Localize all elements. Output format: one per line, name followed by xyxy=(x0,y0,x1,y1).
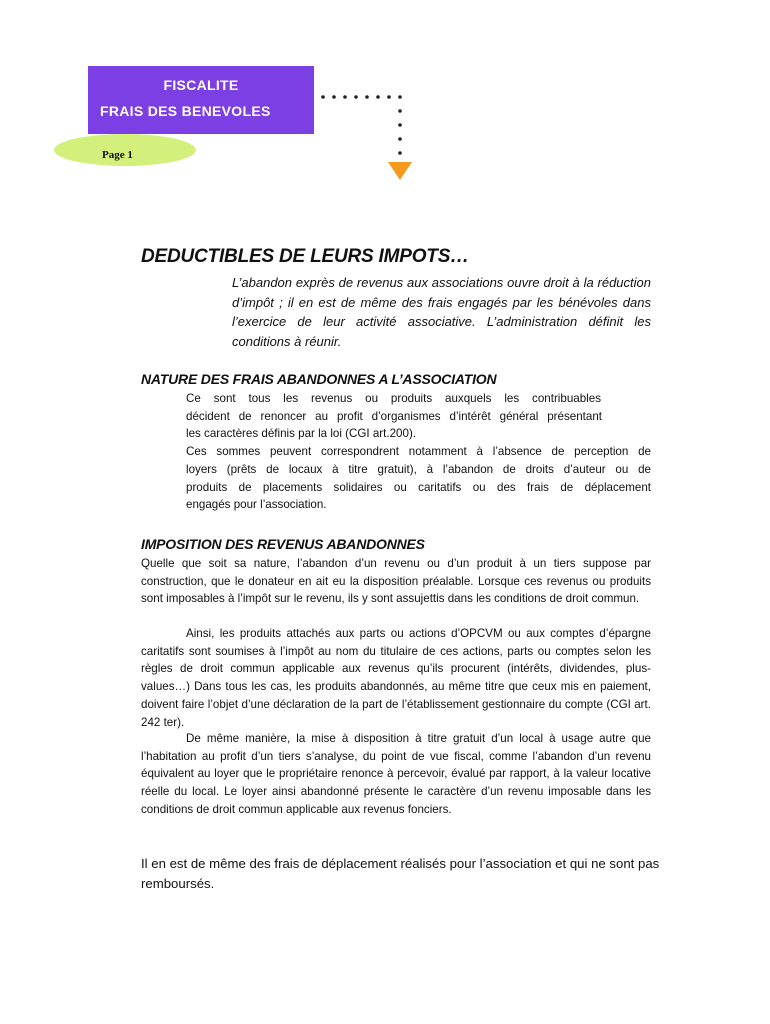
section-heading-imposition: IMPOSITION DES REVENUS ABANDONNES xyxy=(141,536,425,552)
text-line: engagés pour l’association. xyxy=(186,498,327,512)
text-line: décident de renoncer au profit d’organismes d’intérêt général présentant xyxy=(186,409,602,423)
text-line: Ce sont tous les revenus ou produits auxquels les contribuables xyxy=(186,392,601,405)
document-title: DEDUCTIBLES DE LEURS IMPOTS… xyxy=(141,246,469,267)
intro-paragraph: L’abandon exprès de revenus aux associations ouvre droit à la réduction d’impôt ; il en est de même des frais engagés par les bénévoles dans l’exercice de leur activité associative. L’administration définit les conditions à réunir. xyxy=(232,275,651,349)
arrow-down-icon xyxy=(388,162,412,180)
page-number-label: Page 1 xyxy=(102,149,133,161)
dotted-connector-arrow xyxy=(0,0,770,200)
section-nature-text xyxy=(186,390,651,514)
imposition-paragraph-2: Ainsi, les produits attachés aux parts ou actions d’OPCVM ou aux comptes d’épargne caritatifs sont soumises à l’impôt au nom du titulaire de ces actions, parts ou comptes selon les règles de droit commun applicable aux revenus qu’ils procurent (intérêts, dividendes, plus-values…) Dans tous les cas, les produits abandonnés, au même titre que ceux mis en paiement, doivent faire l’objet d’une déclaration de la part de l’établissement gestionnaire du compte (CGI art. 242 ter). xyxy=(141,627,651,729)
text-line: les caractères définis par la loi (CGI art.200). xyxy=(186,427,417,441)
imposition-paragraph-1: Quelle que soit sa nature, l’abandon d’un revenu ou d’un produit à un tiers suppose par construction, que le donateur en ait eu la disposition préalable. Lorsque ces revenus ou produits sont imposables à l’impôt sur le revenu, ils y sont assujettis dans les conditions de droit commun. xyxy=(141,557,651,606)
text-line: Ces sommes peuvent correspondrent notamment à l’absence de perception de xyxy=(186,445,651,459)
header-title-frais-benevoles: FRAIS DES BENEVOLES xyxy=(100,103,271,119)
section-heading-nature: NATURE DES FRAIS ABANDONNES A L’ASSOCIATION xyxy=(141,371,497,387)
header-title-fiscalite: FISCALITE xyxy=(163,77,239,93)
text-line: produits de placements solidaires ou caritatifs ou des frais de déplacement xyxy=(186,480,651,494)
text-line: loyers (prêts de locaux à titre gratuit), à l’abandon de droits d’auteur ou de xyxy=(186,462,651,476)
closing-paragraph: Il en est de même des frais de déplacement réalisés pour l’association et qui ne sont pas remboursés. xyxy=(141,856,660,891)
imposition-paragraph-3: De même manière, la mise à disposition à titre gratuit d’un local à usage autre que l’habitation au profit d’un tiers s’analyse, du point de vue fiscal, comme l’abandon d’un revenu équivalent au loyer que le propriétaire renonce à percevoir, évalué par rapport, à la valeur locative réelle du local. Le loyer ainsi abandonné présente le caractère d’un revenu imposable dans les conditions de droit commun applicable aux revenus fonciers. xyxy=(141,732,651,816)
